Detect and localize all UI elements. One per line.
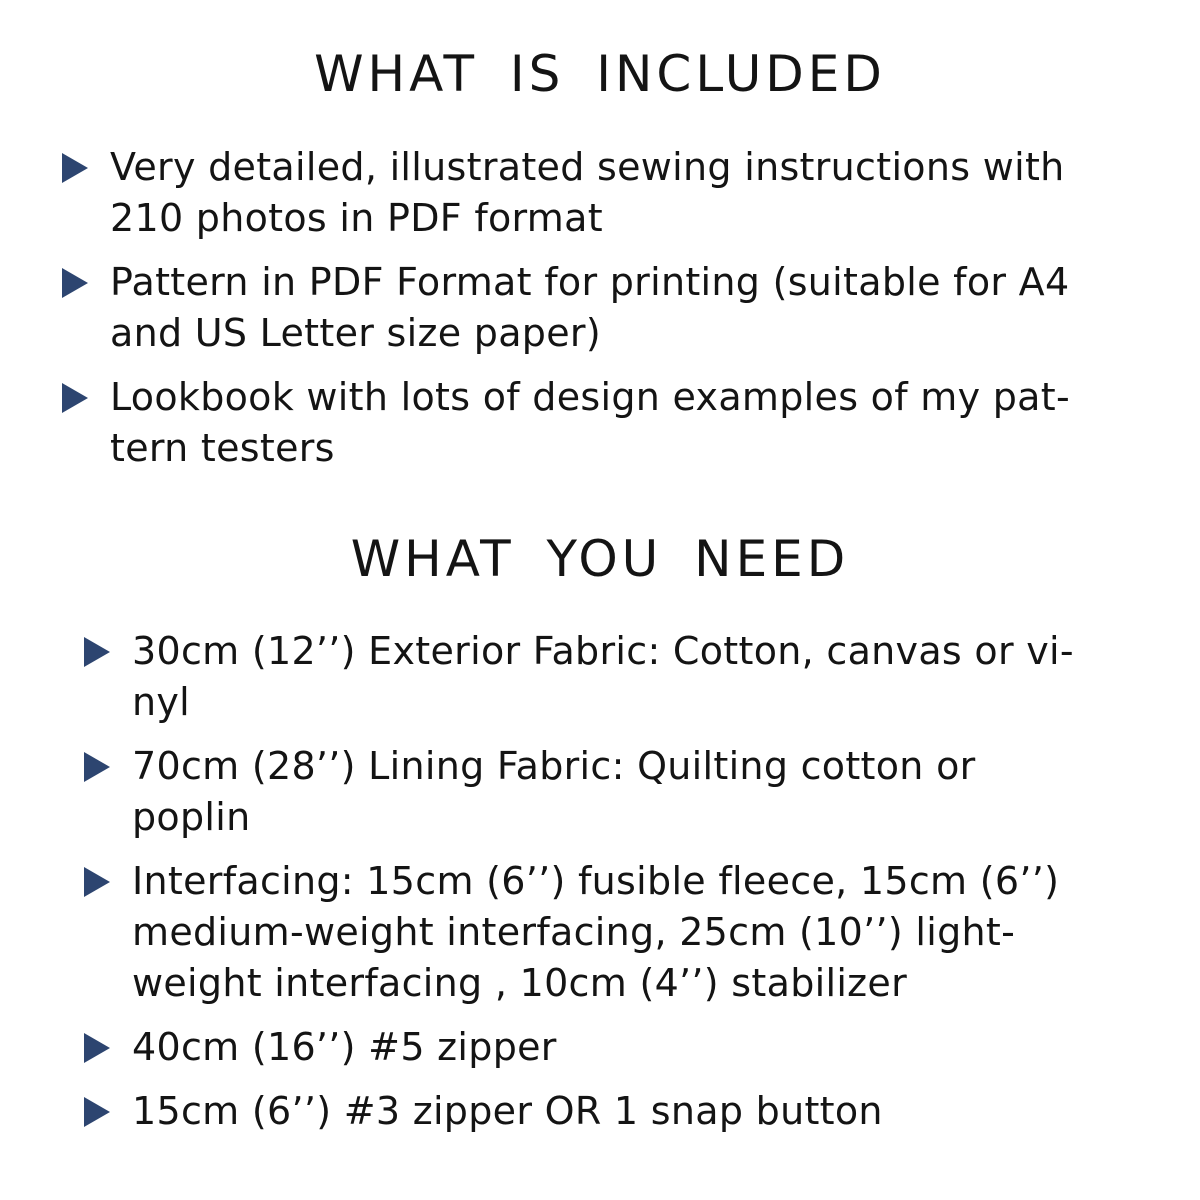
need-list bbox=[80, 626, 1140, 1150]
triangle-right-icon bbox=[84, 867, 110, 897]
triangle-right-icon bbox=[62, 268, 88, 298]
list-item-text-line: Pattern in PDF Format for printing (suitable for A4 bbox=[110, 260, 1070, 304]
list-item-text-line: nyl bbox=[132, 680, 191, 724]
section-title-what-you-need: WHAT YOU NEED bbox=[350, 530, 850, 588]
list-item-text-line: 40cm (16’’) #5 zipper bbox=[132, 1025, 557, 1069]
list-item-text-line: 30cm (12’’) Exterior Fabric: Cotton, canvas or vi- bbox=[132, 629, 1074, 673]
list-item-text-line: 210 photos in PDF format bbox=[110, 196, 603, 240]
list-item-text-line: poplin bbox=[132, 795, 251, 839]
list-item bbox=[80, 1022, 1140, 1073]
list-item bbox=[58, 142, 1158, 244]
list-item bbox=[80, 741, 1140, 843]
list-item-text-line: 70cm (28’’) Lining Fabric: Quilting cotton or bbox=[132, 744, 976, 788]
triangle-right-icon bbox=[84, 637, 110, 667]
list-item-text-line: 15cm (6’’) #3 zipper OR 1 snap button bbox=[132, 1089, 883, 1133]
triangle-right-icon bbox=[84, 1097, 110, 1127]
section-title-what-is-included: WHAT IS INCLUDED bbox=[314, 45, 886, 103]
list-item-text-line: weight interfacing , 10cm (4’’) stabilizer bbox=[132, 961, 908, 1005]
triangle-right-icon bbox=[62, 383, 88, 413]
triangle-right-icon bbox=[62, 153, 88, 183]
list-item bbox=[58, 257, 1158, 359]
list-item bbox=[58, 372, 1158, 474]
list-item-text-line: medium-weight interfacing, 25cm (10’’) light- bbox=[132, 910, 1016, 954]
list-item bbox=[80, 626, 1140, 728]
included-list bbox=[58, 142, 1158, 487]
list-item-text-line: Interfacing: 15cm (6’’) fusible fleece, 15cm (6’’) bbox=[132, 859, 1060, 903]
list-item-text-line: Lookbook with lots of design examples of my pat- bbox=[110, 375, 1070, 419]
list-item bbox=[80, 1086, 1140, 1137]
list-item-text-line: and US Letter size paper) bbox=[110, 311, 601, 355]
list-item bbox=[80, 856, 1140, 1009]
triangle-right-icon bbox=[84, 752, 110, 782]
list-item-text-line: tern testers bbox=[110, 426, 335, 470]
list-item-text-line: Very detailed, illustrated sewing instructions with bbox=[110, 145, 1065, 189]
triangle-right-icon bbox=[84, 1033, 110, 1063]
